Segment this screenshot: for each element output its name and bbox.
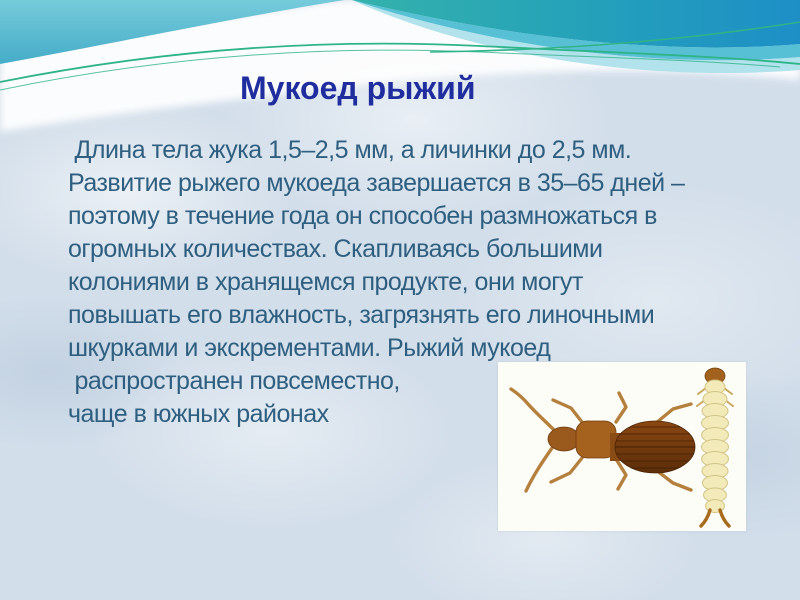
body-line: Длина тела жука 1,5–2,5 мм, а личинки до 2,5 мм. <box>68 136 632 164</box>
body-line: чаще в южных районах <box>68 400 329 428</box>
body-line: огромных количествах. Скапливаясь большими <box>68 235 603 263</box>
beetle-illustration <box>511 389 696 491</box>
body-line: колониями в хранящемся продукте, они могут <box>68 268 583 296</box>
insect-illustration <box>498 362 746 531</box>
body-line: шкурками и экскрементами. Рыжий мукоед <box>68 334 551 362</box>
beetle-and-larva-photo <box>498 362 746 531</box>
larva-illustration <box>697 368 733 526</box>
body-line: распространен повсеместно, <box>68 367 400 395</box>
body-line: повышать его влажность, загрязнять его линочными <box>68 301 655 329</box>
body-line: поэтому в течение года он способен размножаться в <box>68 202 657 230</box>
body-line: Развитие рыжего мукоеда завершается в 35–65 дней – <box>68 169 685 197</box>
slide-title: Мукоед рыжий <box>240 70 476 106</box>
